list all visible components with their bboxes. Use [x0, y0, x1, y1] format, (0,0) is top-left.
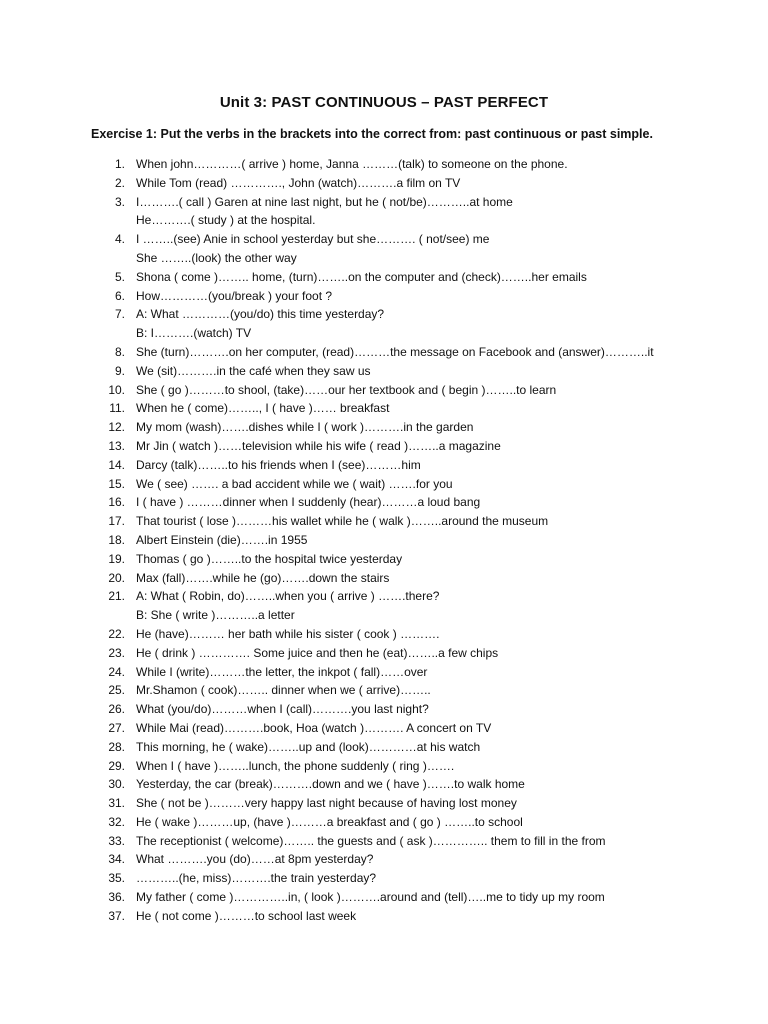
- list-item: [0, 193, 768, 212]
- list-item: [0, 268, 768, 287]
- list-item: [0, 869, 768, 888]
- item-text: He ( wake )………up, (have )………a breakfast and ( go ) ……..to school: [136, 814, 523, 829]
- list-item: [0, 832, 768, 851]
- item-text: I ……..(see) Anie in school yesterday but she………. ( not/see) me: [136, 232, 490, 247]
- list-item: [0, 287, 768, 306]
- item-number: 29.: [108, 758, 125, 773]
- item-text: While Mai (read)……….book, Hoa (watch )………. A concert on TV: [136, 720, 492, 735]
- list-item-continuation: [0, 211, 768, 230]
- list-item: [0, 230, 768, 249]
- item-text: When john…………( arrive ) home, Janna ………(talk) to someone on the phone.: [136, 157, 568, 171]
- list-item: [0, 155, 768, 174]
- item-text: My father ( come )…………..in, ( look )……….around and (tell)…..me to tidy up my room: [136, 890, 605, 905]
- item-text: A: What …………(you/do) this time yesterday?: [136, 307, 385, 322]
- item-number: 37.: [108, 908, 125, 923]
- item-text: We (sit)……….in the café when they saw us: [136, 363, 371, 378]
- list-item: [0, 813, 768, 832]
- item-text: A: What ( Robin, do)……..when you ( arrive ) …….there?: [136, 589, 440, 604]
- item-text: Max (fall)…….while he (go)…….down the stairs: [136, 570, 390, 585]
- item-text: Thomas ( go )……..to the hospital twice yesterday: [136, 551, 403, 566]
- item-number: 2.: [114, 175, 125, 190]
- list-item: [0, 850, 768, 869]
- item-number: 9.: [114, 363, 125, 378]
- item-number: 7.: [114, 307, 125, 322]
- list-item: [0, 381, 768, 400]
- item-number: 14.: [108, 457, 125, 472]
- item-text: What (you/do)………when I (call)……….you last night?: [136, 702, 429, 717]
- list-item: [0, 493, 768, 512]
- item-number: 13.: [108, 438, 125, 453]
- item-text: When I ( have )……..lunch, the phone suddenly ( ring )…….: [136, 758, 455, 773]
- item-number: 8.: [114, 344, 125, 359]
- item-text: He (have)……… her bath while his sister ( cook ) ……….: [136, 626, 440, 641]
- list-item: [0, 512, 768, 531]
- item-number: 16.: [108, 495, 125, 510]
- item-number: 31.: [108, 796, 125, 811]
- item-number: 11.: [109, 401, 125, 416]
- item-number: 22.: [108, 626, 125, 641]
- item-text: He……….( study ) at the hospital.: [136, 213, 316, 228]
- list-item-continuation: [0, 606, 768, 625]
- item-number: 4.: [114, 232, 125, 247]
- list-item: [0, 362, 768, 381]
- item-text: How…………(you/break ) your foot ?: [136, 288, 333, 303]
- item-number: 20.: [108, 570, 125, 585]
- list-item: [0, 550, 768, 569]
- list-item: [0, 625, 768, 644]
- item-number: 28.: [108, 739, 125, 754]
- item-number: 30.: [108, 777, 125, 792]
- item-number: 15.: [108, 476, 125, 491]
- list-item: [0, 305, 768, 324]
- item-text: Mr.Shamon ( cook)…….. dinner when we ( arrive)……..: [136, 683, 431, 698]
- item-number: 33.: [108, 833, 125, 848]
- item-number: 6.: [114, 288, 125, 303]
- list-item: [0, 399, 768, 418]
- list-item: [0, 719, 768, 738]
- list-item: [0, 644, 768, 663]
- item-text: She ……..(look) the other way: [136, 250, 297, 265]
- list-item: [0, 343, 768, 362]
- item-text: Shona ( come )…….. home, (turn)……..on the computer and (check)……..her emails: [136, 269, 587, 284]
- list-item: [0, 757, 768, 776]
- item-text: B: She ( write )………..a letter: [136, 608, 295, 623]
- item-number: 27.: [108, 720, 125, 735]
- list-item: [0, 888, 768, 907]
- item-text: When he ( come)…….., I ( have )…… breakfast: [136, 401, 390, 416]
- item-text: Yesterday, the car (break)……….down and we ( have )…….to walk home: [136, 777, 525, 792]
- item-number: 35.: [108, 871, 125, 886]
- item-text: Albert Einstein (die)…….in 1955: [136, 532, 308, 547]
- item-number: 1.: [114, 157, 125, 171]
- item-number: 3.: [114, 194, 125, 209]
- item-number: 24.: [108, 664, 125, 679]
- list-item: [0, 587, 768, 606]
- list-item: [0, 418, 768, 437]
- item-number: 19.: [108, 551, 125, 566]
- item-text: That tourist ( lose )………his wallet while he ( walk )……..around the museum: [136, 514, 549, 529]
- item-text: ………..(he, miss)……….the train yesterday?: [136, 871, 377, 886]
- item-text: The receptionist ( welcome)…….. the guests and ( ask )………….. them to fill in the from: [136, 833, 606, 848]
- item-text: He ( not come )………to school last week: [136, 908, 357, 923]
- list-item: [0, 531, 768, 550]
- list-item-continuation: [0, 249, 768, 268]
- page-title: Unit 3: PAST CONTINUOUS – PAST PERFECT: [219, 94, 549, 111]
- item-text: Mr Jin ( watch )……television while his wife ( read )……..a magazine: [136, 438, 501, 453]
- item-text: She ( go )………to shool, (take)……our her textbook and ( begin )……..to learn: [136, 382, 557, 397]
- item-number: 25.: [108, 683, 125, 698]
- list-item: [0, 738, 768, 757]
- item-number: 10.: [108, 382, 125, 397]
- item-text: What ……….you (do)……at 8pm yesterday?: [136, 852, 374, 867]
- item-text: We ( see) ……. a bad accident while we ( wait) …….for you: [136, 476, 453, 491]
- item-number: 34.: [108, 852, 125, 867]
- item-number: 36.: [108, 890, 125, 905]
- item-number: 18.: [108, 532, 125, 547]
- item-text: While I (write)………the letter, the inkpot ( fall)……over: [136, 664, 428, 679]
- list-item: [0, 681, 768, 700]
- item-text: I ( have ) ………dinner when I suddenly (hear)………a loud bang: [136, 495, 481, 510]
- item-text: She (turn)……….on her computer, (read)………the message on Facebook and (answer)………..it: [136, 344, 654, 359]
- list-item: [0, 475, 768, 494]
- item-number: 26.: [108, 702, 125, 717]
- list-item: [0, 775, 768, 794]
- item-text: B: I……….(watch) TV: [136, 326, 252, 341]
- list-item: [0, 907, 768, 926]
- item-number: 32.: [108, 814, 125, 829]
- item-text: He ( drink ) …………. Some juice and then he (eat)……..a few chips: [136, 645, 499, 660]
- item-number: 5.: [114, 269, 125, 284]
- list-item: [0, 174, 768, 193]
- item-text: Darcy (talk)……..to his friends when I (see)………him: [136, 457, 421, 472]
- list-item: [0, 663, 768, 682]
- list-item: [0, 437, 768, 456]
- list-item: [0, 794, 768, 813]
- item-text: I……….( call ) Garen at nine last night, but he ( not/be)………..at home: [136, 194, 513, 209]
- list-item: [0, 456, 768, 475]
- exercise-instruction: Exercise 1: Put the verbs in the brackets into the correct from: past continuous or past simple.: [91, 127, 653, 141]
- item-number: 23.: [108, 645, 125, 660]
- list-item: [0, 569, 768, 588]
- item-text: She ( not be )………very happy last night because of having lost money: [136, 796, 517, 811]
- exercise-list: [0, 155, 768, 926]
- item-number: 12.: [108, 420, 125, 435]
- item-number: 17.: [108, 514, 125, 529]
- item-text: While Tom (read) …………., John (watch)……….a film on TV: [136, 175, 461, 190]
- item-number: 21.: [108, 589, 125, 604]
- item-text: This morning, he ( wake)……..up and (look)…………at his watch: [136, 739, 481, 754]
- list-item: [0, 700, 768, 719]
- item-text: My mom (wash)…….dishes while I ( work )……….in the garden: [136, 420, 474, 435]
- list-item-continuation: [0, 324, 768, 343]
